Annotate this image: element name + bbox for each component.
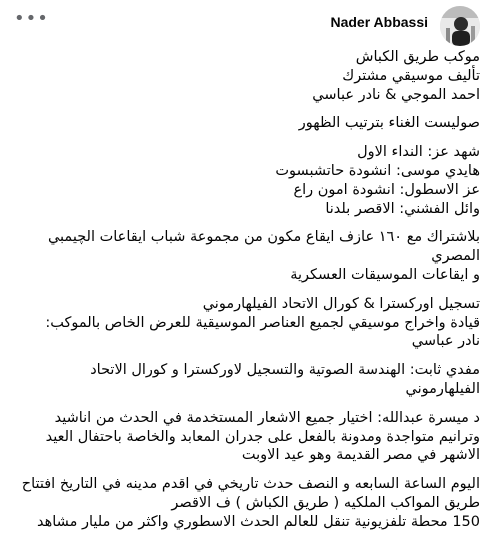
post-paragraph-3: شهد عز: النداء الاول هايدي موسى: انشودة حاتشبسوت عز الاسطول: انشودة امون راع وائل الفشني: الاقصر بلدنا bbox=[275, 144, 480, 217]
post-paragraph-5: تسجيل اوركسترا & كورال الاتحاد الفيلهارموني قيادة واخراج موسيقي لجميع العناصر الموسيقية للعرض الخاص بالموكب: نادر عباسي bbox=[45, 295, 480, 350]
post-paragraph-6: مفدي ثابت: الهندسة الصوتية والتسجيل لاوركسترا و كورال الاتحاد الفيلهارموني bbox=[90, 362, 480, 397]
post-paragraph-8: اليوم الساعة السابعه و النصف حدث تاريخي في اقدم مدينه في التاريخ افتتاح طريق المواكب الملكيه ( طريق الكباش ) ف الاقصر 150 محطة تلفزيونية تنقل للعالم الحدث الاسطوري واكثر من مليار مشاهد bbox=[21, 476, 480, 530]
post-paragraph-4: بلاشتراك مع ١٦٠ عازف ايقاع مكون من مجموعة شباب ايقاعات الچيمبي المصري و ايقاعات الموسيقات العسكرية bbox=[47, 229, 480, 283]
avatar[interactable] bbox=[440, 6, 480, 46]
post-author[interactable]: Nader Abbassi bbox=[330, 14, 428, 30]
post-header bbox=[0, 0, 492, 44]
post-paragraph-2: صوليست الغناء بترتيب الظهور bbox=[298, 115, 480, 132]
post-paragraph-1: موكب طريق الكباش تأليف موسيقي مشترك احمد الموجي & نادر عباسي bbox=[312, 49, 480, 103]
more-options-icon[interactable]: ••• bbox=[14, 8, 49, 29]
avatar-photo-icon bbox=[440, 6, 480, 46]
post-body bbox=[0, 44, 492, 532]
post-paragraph-7: د ميسرة عبدالله: اختيار جميع الاشعار المستخدمة في الحدث من اناشيد وترانيم متواجدة ومدونة بالفعل على جدران المعابد والخاصة باحتفال العيد الاشهر في مصر القديمة وهو عيد الاوبت bbox=[45, 409, 480, 464]
